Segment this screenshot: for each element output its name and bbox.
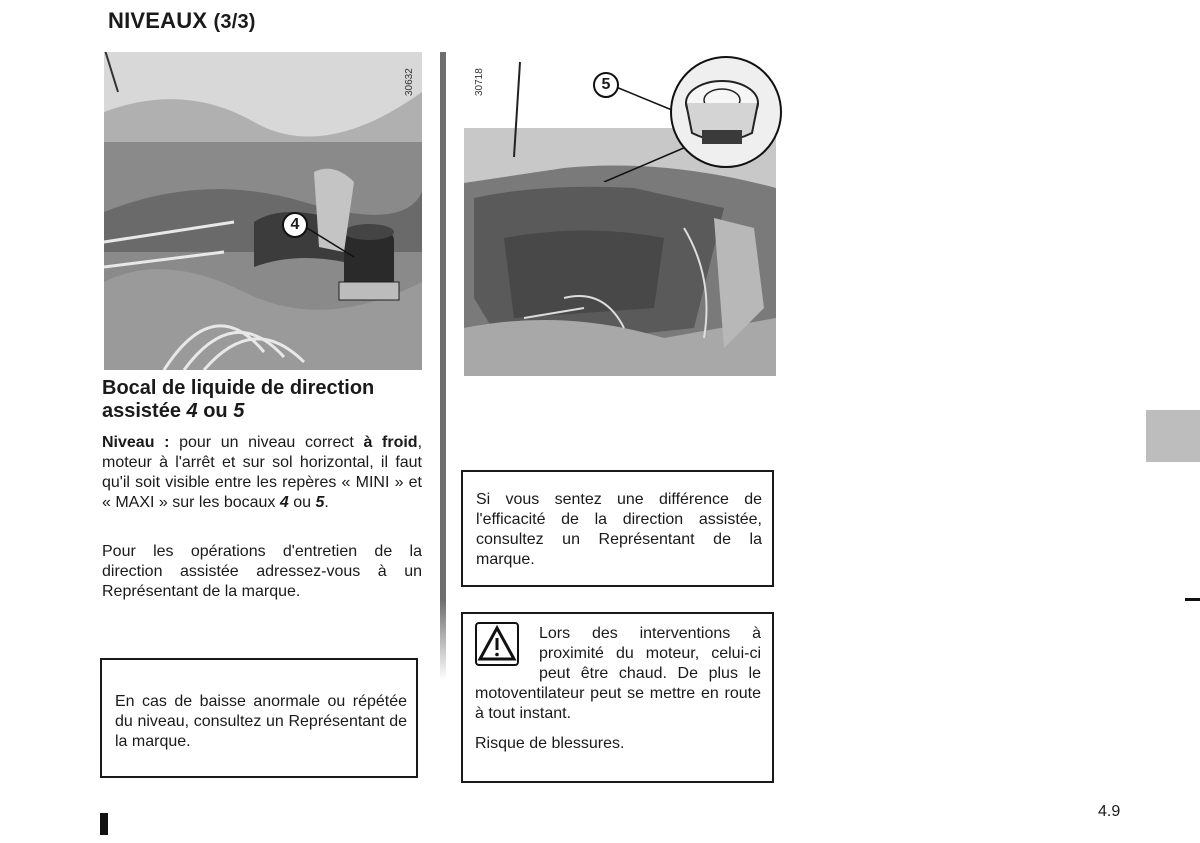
column-divider-fade xyxy=(440,600,446,680)
column-divider xyxy=(440,52,446,672)
cold-emphasis: à froid xyxy=(363,434,418,451)
warning-risk: Risque de blessures. xyxy=(475,735,625,752)
margin-mark xyxy=(1185,598,1200,601)
page-title-part: (3/3) xyxy=(213,11,256,33)
level-label: Niveau : xyxy=(102,434,170,451)
callout-5: 5 xyxy=(593,72,619,98)
note-abnormal-text: En cas de baisse anormale ou répétée du niveau, consultez un Représentant de la marque. xyxy=(115,693,407,750)
page-number: 4.9 xyxy=(1098,803,1121,820)
level-paragraph: Niveau : pour un niveau correct à froid, moteur à l'arrêt et sur sol horizontal, il faut qu'il soit visible entre les repères « MINI » et « MAXI » sur les bocaux 4 ou 5. xyxy=(102,434,423,511)
note-abnormal-level xyxy=(100,658,418,778)
figure-ref-right: 30718 xyxy=(474,68,485,96)
page-title-main: NIVEAUX xyxy=(108,8,208,33)
maintenance-paragraph: Pour les opérations d'entretien de la direction assistée adressez-vous à un Représentant de la marque. xyxy=(102,543,422,600)
section-heading-line1: Bocal de liquide de direction xyxy=(102,377,375,399)
note-difference-text: Si vous sentez une différence de l'efficacité de la direction assistée, consultez un Représentant de la marque. xyxy=(476,491,762,568)
reservoir-cap-icon xyxy=(672,58,780,166)
callout-4: 4 xyxy=(282,212,308,238)
section-tab xyxy=(1146,410,1200,462)
figure-ref-left: 30632 xyxy=(404,68,415,96)
warning-box xyxy=(461,612,774,783)
section-heading xyxy=(102,377,432,423)
margin-bar xyxy=(100,813,108,835)
page-title xyxy=(108,8,256,34)
cap-inset xyxy=(670,56,782,168)
engine-photo-left xyxy=(104,52,422,370)
note-difference xyxy=(461,470,774,587)
warning-text: Lors des interventions à proximité du moteur, celui-ci peut être chaud. De plus le motoventilateur peut se mettre en route à tout instant. xyxy=(475,625,761,722)
section-heading-line2: assistée 4 ou 5 xyxy=(102,400,245,422)
engine-illustration-left xyxy=(104,52,422,370)
